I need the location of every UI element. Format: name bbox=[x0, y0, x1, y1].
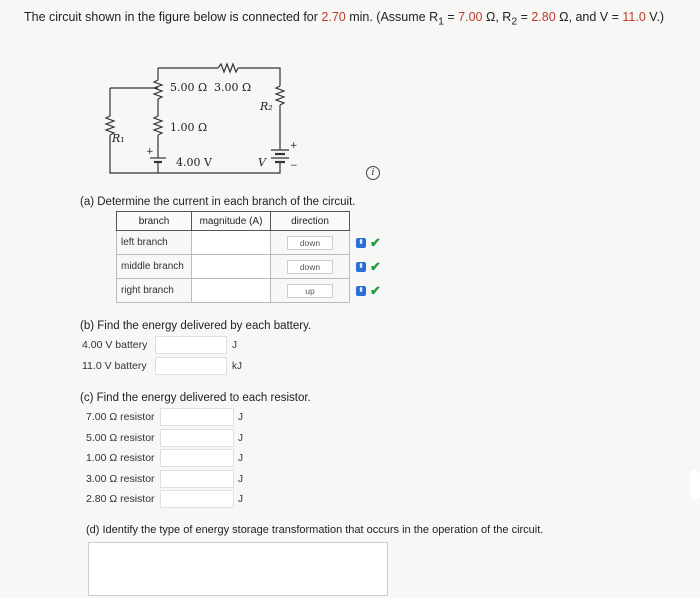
battery-4v-energy-input[interactable] bbox=[155, 336, 227, 354]
minus-sign: − bbox=[290, 161, 298, 171]
r2-subscript: 2 bbox=[511, 16, 518, 28]
unit-j: J bbox=[238, 474, 243, 485]
unit-j: J bbox=[238, 433, 243, 444]
label-r2: R₂ bbox=[260, 100, 273, 113]
resistor-label: 3.00 Ω resistor bbox=[86, 473, 155, 485]
unit-j: J bbox=[238, 412, 243, 423]
resistor-3-energy-input[interactable] bbox=[160, 470, 234, 488]
spinner-icon[interactable]: ⬍ bbox=[356, 262, 366, 272]
energy-transformation-textarea[interactable] bbox=[88, 542, 388, 596]
branch-name: middle branch bbox=[117, 255, 192, 279]
resistor-7-energy-input[interactable] bbox=[160, 408, 234, 426]
resistor-2-8-energy-input[interactable] bbox=[160, 490, 234, 508]
r2-value: 2.80 bbox=[531, 10, 556, 24]
part-b-label: (b) Find the energy delivered by each battery. bbox=[80, 320, 312, 332]
problem-text: min. (Assume R bbox=[349, 10, 439, 24]
label-4v-battery: 4.00 V bbox=[176, 156, 212, 169]
branch-current-table bbox=[116, 211, 403, 303]
unit-j: J bbox=[232, 340, 237, 351]
magnitude-input[interactable] bbox=[192, 279, 271, 303]
problem-suffix: V.) bbox=[645, 10, 665, 24]
time-value: 2.70 bbox=[321, 10, 346, 24]
info-icon[interactable]: i bbox=[366, 166, 380, 180]
label-3ohm: 3.00 Ω bbox=[214, 81, 252, 94]
direction-cell bbox=[271, 231, 350, 255]
battery-11v-energy-input[interactable] bbox=[155, 357, 227, 375]
table-row bbox=[117, 231, 403, 255]
spinner-icon[interactable]: ⬍ bbox=[356, 238, 366, 248]
status-cell bbox=[350, 255, 403, 279]
spinner-icon[interactable]: ⬍ bbox=[356, 286, 366, 296]
problem-text: Ω, R bbox=[482, 10, 512, 24]
plus-sign: + bbox=[146, 147, 154, 157]
direction-select[interactable]: down bbox=[287, 260, 333, 274]
r1-value: 7.00 bbox=[458, 10, 483, 24]
magnitude-input[interactable] bbox=[192, 231, 271, 255]
direction-cell bbox=[271, 255, 350, 279]
table-row bbox=[117, 279, 403, 303]
unit-j: J bbox=[238, 453, 243, 464]
battery-11v-label: 11.0 V battery bbox=[82, 360, 147, 372]
part-c-label: (c) Find the energy delivered to each resistor. bbox=[80, 392, 311, 404]
empty-cell bbox=[350, 212, 403, 231]
resistor-label: 2.80 Ω resistor bbox=[86, 493, 155, 505]
plus-sign: + bbox=[290, 141, 298, 151]
part-d-label: (d) Identify the type of energy storage transformation that occurs in the operation of the circuit. bbox=[86, 524, 544, 536]
status-cell bbox=[350, 231, 403, 255]
circuit-diagram bbox=[90, 58, 320, 188]
header-direction: direction bbox=[271, 212, 350, 231]
status-cell bbox=[350, 279, 403, 303]
resistor-1-energy-input[interactable] bbox=[160, 449, 234, 467]
label-v-battery: V bbox=[258, 156, 266, 169]
table-header-row bbox=[117, 212, 403, 231]
header-branch: branch bbox=[117, 212, 192, 231]
unit-j: J bbox=[238, 494, 243, 505]
check-icon: ✔ bbox=[370, 258, 381, 274]
check-icon: ✔ bbox=[370, 234, 381, 250]
problem-statement bbox=[24, 10, 664, 28]
header-magnitude: magnitude (A) bbox=[192, 212, 271, 231]
battery-4v-label: 4.00 V battery bbox=[82, 339, 148, 351]
branch-name: left branch bbox=[117, 231, 192, 255]
equals: = bbox=[443, 10, 459, 24]
table-row bbox=[117, 255, 403, 279]
part-a-label: (a) Determine the current in each branch of the circuit. bbox=[80, 196, 356, 208]
direction-select[interactable]: up bbox=[287, 284, 333, 298]
check-icon: ✔ bbox=[370, 282, 381, 298]
unit-kj: kJ bbox=[232, 361, 242, 372]
problem-text: Ω, and V = bbox=[555, 10, 623, 24]
resistor-label: 1.00 Ω resistor bbox=[86, 452, 155, 464]
label-1ohm: 1.00 Ω bbox=[170, 121, 208, 134]
r1-subscript: 1 bbox=[438, 16, 444, 28]
direction-cell bbox=[271, 279, 350, 303]
equals: = bbox=[517, 10, 532, 24]
problem-prefix: The circuit shown in the figure below is connected for bbox=[24, 10, 318, 24]
label-5ohm: 5.00 Ω bbox=[170, 81, 208, 94]
voltage-value: 11.0 bbox=[622, 10, 646, 24]
branch-name: right branch bbox=[117, 279, 192, 303]
resistor-label: 5.00 Ω resistor bbox=[86, 432, 155, 444]
label-r1: R₁ bbox=[112, 132, 125, 145]
resistor-label: 7.00 Ω resistor bbox=[86, 411, 155, 423]
magnitude-input[interactable] bbox=[192, 255, 271, 279]
resistor-5-energy-input[interactable] bbox=[160, 429, 234, 447]
direction-select[interactable]: down bbox=[287, 236, 333, 250]
screen-glare bbox=[690, 470, 700, 500]
